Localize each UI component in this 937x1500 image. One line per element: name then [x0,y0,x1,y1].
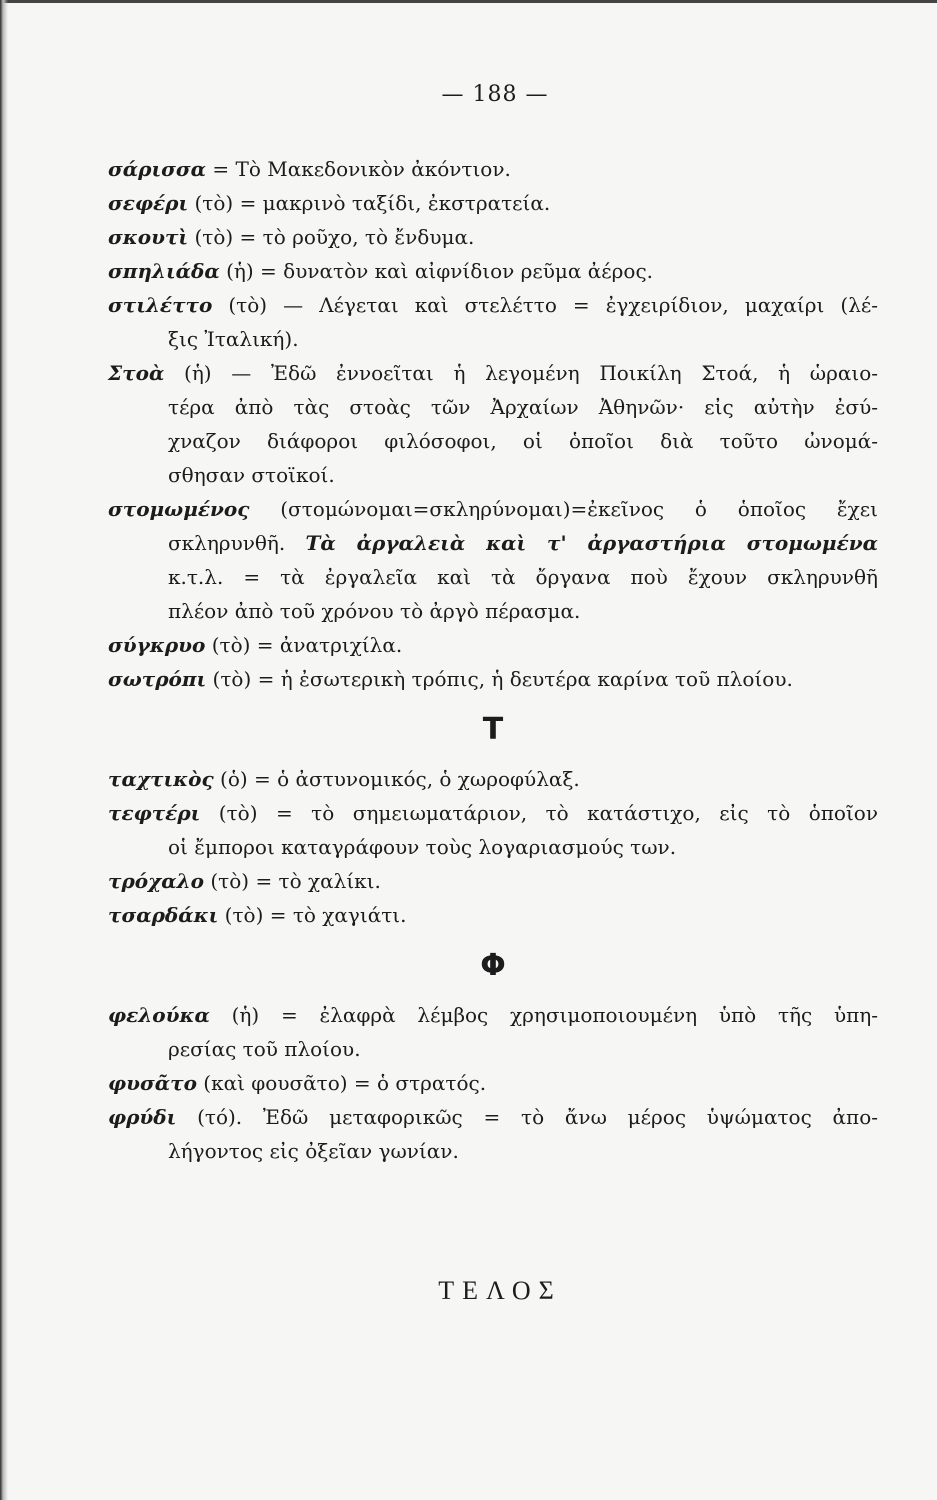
definition: (τὸ) — Λέγεται καὶ στελέττο = ἐγχειρίδιον, μαχαίρι (λέ- [212,293,878,317]
entry-felouka [108,998,878,1066]
example-phrase: Τὰ ἀργαλειὰ καὶ τ' ἀργαστήρια στομωμένα [305,531,878,555]
entry-stoa [108,356,878,492]
headword: στομωμένος [108,497,250,521]
headword: στιλέττο [108,293,213,317]
definition: (τὸ) = τὸ χαγιάτι. [218,903,407,927]
entry-spiliada [108,254,878,288]
headword: σκουτὶ [108,225,189,249]
entry-sarissa [108,152,878,186]
definition-continued: πλέον ἀπὸ τοῦ χρόνου τὸ ἀργὸ πέρασμα. [168,599,581,623]
entry-tefteri [108,796,878,864]
entry-frydi [108,1100,878,1168]
headword: φυσᾶτο [108,1071,197,1095]
top-rule [0,0,937,3]
definition: (ὁ) = ὁ ἀστυνομικός, ὁ χωροφύλαξ. [213,767,580,791]
headword: τρόχαλο [108,869,205,893]
definition: (καὶ φουσᾶτο) = ὁ στρατός. [196,1071,487,1095]
headword: φρύδι [108,1105,177,1129]
entry-sotropi [108,662,878,696]
definition: (τὸ) = τὸ ροῦχο, τὸ ἔνδυμα. [188,225,475,249]
headword: τεφτέρι [108,801,201,825]
entry-sygkryo [108,628,878,662]
definition-continued: κ.τ.λ. = τὰ ἐργαλεῖα καὶ τὰ ὄργανα ποὺ ἔχουν σκληρυνθῆ [168,565,878,589]
definition: (ἡ) = ἐλαφρὰ λέμβος χρησιμοποιουμένη ὑπὸ τῆς ὑπη- [209,1003,878,1027]
page-edge-shadow [0,0,8,1500]
definition-continued: σθησαν στοϊκοί. [168,463,335,487]
headword: σεφέρι [108,191,189,215]
definition-text: σκληρυνθῆ. [168,531,286,555]
definition: (τὸ) = ἡ ἐσωτερικὴ τρόπις, ἡ δευτέρα καρίνα τοῦ πλοίου. [206,667,793,691]
glossary-content [108,152,878,1168]
definition-continued: οἱ ἔμποροι καταγράφουν τοὺς λογαριασμούς των. [168,835,677,859]
headword: Στοὰ [108,361,165,385]
section-letter-t: Τ [482,712,504,747]
headword: ταχτικὸς [108,767,214,791]
definition: (ἡ) = δυνατὸν καὶ αἰφνίδιον ρεῦμα ἀέρος. [219,259,654,283]
definition-continued: ρεσίας τοῦ πλοίου. [168,1037,361,1061]
definition: (τὸ) = τὸ σημειωματάριον, τὸ κατάστιχο, εἰς τὸ ὁποῖον [200,801,878,825]
entry-tsardaki [108,898,878,932]
definition: (τὸ) = ἀνατριχίλα. [205,633,403,657]
entry-tachtikos [108,762,878,796]
definition: (τὸ) = μακρινὸ ταξίδι, ἐκστρατεία. [188,191,551,215]
entry-seferi [108,186,878,220]
entry-trochalo [108,864,878,898]
entry-skouti [108,220,878,254]
headword: σωτρόπι [108,667,207,691]
definition: (στομώνομαι=σκληρύνομαι)=ἐκεῖνος ὁ ὁποῖος ἔχει [249,497,878,521]
entry-fysato [108,1066,878,1100]
headword: σάρισσα [108,157,206,181]
entry-stiletto [108,288,878,356]
definition: (τὸ) = τὸ χαλίκι. [204,869,381,893]
definition: (ἡ) — Ἐδῶ ἐννοεῖται ἡ λεγομένη Ποικίλη Στοά, ἡ ὡραιο- [164,361,878,385]
headword: σπηλιάδα [108,259,220,283]
end-label: ΤΕΛΟΣ [438,1276,562,1305]
headword: τσαρδάκι [108,903,219,927]
definition-continued: χναζον διάφοροι φιλόσοφοι, οἱ ὁποῖοι διὰ τοῦτο ὠνομά- [168,429,878,453]
page-number: — 188 — [441,82,549,107]
definition-continued: ξις Ἰταλική). [168,327,299,351]
definition-continued [108,526,878,560]
headword: φελούκα [108,1003,210,1027]
section-letter-f: Φ [480,948,506,983]
definition-continued: λήγοντος εἰς ὀξεῖαν γωνίαν. [168,1139,459,1163]
headword: σύγκρυο [108,633,206,657]
definition: = Τὸ Μακεδονικὸν ἀκόντιον. [206,157,511,181]
definition-continued: τέρα ἀπὸ τὰς στοὰς τῶν Ἀρχαίων Ἀθηνῶν· εἰς αὐτὴν ἐσύ- [168,395,878,419]
definition: (τό). Ἐδῶ μεταφορικῶς = τὸ ἄνω μέρος ὑψώματος ἀπο- [176,1105,878,1129]
entry-stomomenos [108,492,878,628]
